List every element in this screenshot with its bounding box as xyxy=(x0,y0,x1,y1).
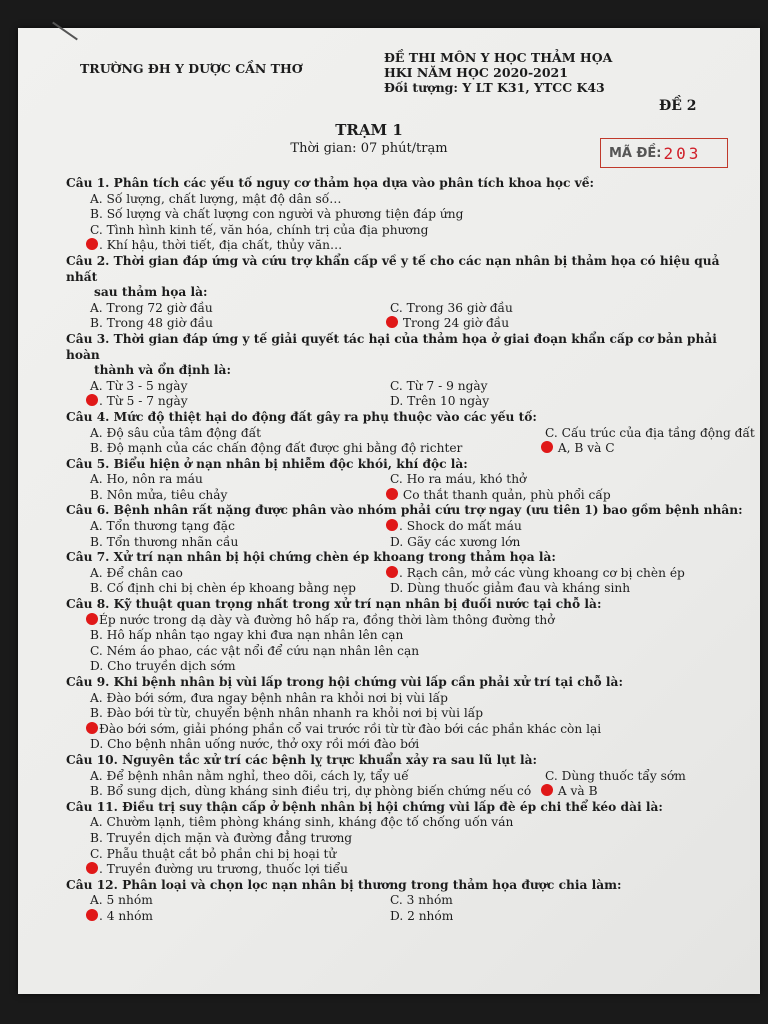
answer-option-text: C. Từ 7 - 9 ngày xyxy=(390,378,488,393)
answer-option-text: C. Cấu trúc của địa tầng động đất xyxy=(545,425,755,440)
answer-option xyxy=(90,815,746,831)
answer-options xyxy=(66,192,746,254)
red-dot-answer-mark-icon xyxy=(541,784,553,796)
answer-option xyxy=(390,394,746,410)
answer-option-marked xyxy=(545,441,755,457)
exam-code-box xyxy=(600,138,728,168)
answer-option-text: B. Trong 48 giờ đầu xyxy=(90,316,213,331)
question-text: Câu 1. Phân tích các yếu tố nguy cơ thảm họa dựa vào phân tích khoa học về: xyxy=(66,176,595,190)
red-dot-answer-mark-icon xyxy=(86,862,98,874)
answer-option xyxy=(390,379,746,395)
answer-option-text: A, B và C xyxy=(554,441,615,456)
red-dot-answer-mark-icon xyxy=(86,722,98,734)
answer-option xyxy=(90,316,390,332)
exam-code-label: MÃ ĐỀ: xyxy=(609,145,662,161)
answer-option-text: A. Đào bới sớm, đưa ngay bệnh nhân ra khỏi nơi bị vùi lấp xyxy=(90,690,448,705)
answer-option xyxy=(90,535,390,551)
answer-option-text: D. Trên 10 ngày xyxy=(390,394,490,409)
answer-option xyxy=(90,659,746,675)
exam-code-value: 203 xyxy=(663,143,702,163)
pen-mark xyxy=(52,22,78,41)
answer-option-marked xyxy=(90,909,390,925)
question-title xyxy=(66,457,746,473)
question-title xyxy=(66,800,746,816)
answer-option-text: . Từ 5 - 7 ngày xyxy=(99,394,188,409)
answer-option xyxy=(90,441,545,457)
answer-option-text: . Khí hậu, thời tiết, địa chất, thủy văn… xyxy=(99,238,343,253)
answer-option-text: . Rạch cân, mở các vùng khoang cơ bị chèn ép xyxy=(399,565,685,580)
answer-option xyxy=(90,301,390,317)
answer-option-text: B. Nôn mửa, tiêu chảy xyxy=(90,487,228,502)
answer-option-text: D. 2 nhóm xyxy=(390,908,454,923)
question-title xyxy=(66,550,746,566)
answer-option-text: A. Độ sâu của tâm động đất xyxy=(90,425,262,440)
answer-option-text: B. Hô hấp nhân tạo ngay khi đưa nạn nhân lên cạn xyxy=(90,628,404,643)
answer-options xyxy=(66,691,746,753)
answer-option xyxy=(90,691,746,707)
red-dot-answer-mark-icon xyxy=(86,394,98,406)
answer-option-text: A. Trong 72 giờ đầu xyxy=(90,300,213,315)
answer-options xyxy=(66,379,746,410)
question-text: Câu 10. Nguyên tắc xử trí các bệnh lỵ trực khuẩn xảy ra sau lũ lụt là: xyxy=(66,752,538,767)
answer-option xyxy=(90,207,746,223)
red-dot-answer-mark-icon xyxy=(386,519,398,531)
answer-option-marked xyxy=(90,238,746,254)
question xyxy=(66,800,746,878)
red-dot-answer-mark-icon xyxy=(86,238,98,250)
answer-option xyxy=(90,706,746,722)
answer-option xyxy=(90,628,746,644)
red-dot-answer-mark-icon xyxy=(386,488,398,500)
answer-option-text: B. Truyền dịch mặn và đường đẳng trương xyxy=(90,830,353,845)
answer-option xyxy=(90,566,390,582)
question xyxy=(66,409,755,457)
question-text: Câu 9. Khi bệnh nhân bị vùi lấp trong hội chứng vùi lấp cần phải xử trí tại chỗ là: xyxy=(66,675,623,689)
answer-option-text: B. Độ mạnh của các chấn động đất được ghi bằng độ richter xyxy=(90,441,463,456)
time-limit: Thời gian: 07 phút/trạm xyxy=(290,141,448,156)
question xyxy=(66,457,746,504)
answer-option-text: C. Dùng thuốc tẩy sớm xyxy=(545,768,686,783)
answer-options xyxy=(66,519,746,550)
answer-options xyxy=(66,301,746,332)
exam-number: ĐỀ 2 xyxy=(659,98,697,114)
answer-option xyxy=(90,379,390,395)
answer-option xyxy=(90,223,746,239)
answer-option-text: A. 5 nhóm xyxy=(90,893,153,908)
answer-option-text: B. Cố định chi bị chèn ép khoang bằng nẹp xyxy=(90,581,356,596)
answer-option-marked xyxy=(390,519,746,535)
question-title xyxy=(66,332,746,379)
question-text: Câu 5. Biểu hiện ở nạn nhân bị nhiễm độc khói, khí độc là: xyxy=(66,456,468,471)
answer-option-text: B. Tổn thương nhãn cầu xyxy=(90,534,239,549)
answer-option-text: C. Phẫu thuật cắt bỏ phần chi bị hoại tử xyxy=(90,846,337,861)
question xyxy=(66,254,746,332)
answer-option xyxy=(390,893,746,909)
answer-option xyxy=(545,426,755,442)
answer-option xyxy=(390,535,746,551)
answer-option-text: A. Từ 3 - 5 ngày xyxy=(90,378,188,393)
answer-option xyxy=(90,426,545,442)
answer-options xyxy=(66,613,746,675)
answer-option xyxy=(90,581,390,597)
answer-option-text: C. Trong 36 giờ đầu xyxy=(390,300,513,315)
answer-option-text: A. Để bệnh nhân nằm nghỉ, theo dõi, cách ly, tẩy uế xyxy=(90,768,409,783)
question-text: Câu 8. Kỹ thuật quan trọng nhất trong xử trí nạn nhân bị đuối nước tại chỗ là: xyxy=(66,597,602,612)
question-text-continued: thành và ổn định là: xyxy=(94,363,231,378)
question xyxy=(66,878,746,925)
answer-options xyxy=(66,425,755,457)
answer-option xyxy=(90,784,545,800)
answer-option-marked xyxy=(90,613,746,629)
answer-option-text: B. Số lượng và chất lượng con người và phương tiện đáp ứng xyxy=(90,207,464,222)
answer-option-text: C. Tình hình kinh tế, văn hóa, chính trị của địa phương xyxy=(90,222,429,237)
question-text: Câu 3. Thời gian đáp ứng y tế giải quyết tác hại của thảm họa ở giai đoạn khẩn cấp cơ bản phải hoàn xyxy=(66,331,717,362)
question-title xyxy=(66,878,746,894)
answer-option-marked xyxy=(390,488,746,504)
question xyxy=(66,503,746,550)
question xyxy=(66,550,746,597)
answer-option xyxy=(90,488,390,504)
exam-header xyxy=(384,50,612,95)
question xyxy=(66,753,746,800)
audience: Đối tượng: Y LT K31, YTCC K43 xyxy=(384,80,605,95)
answer-options xyxy=(66,472,746,503)
answer-option-text: A. Ho, nôn ra máu xyxy=(90,472,203,487)
answer-option xyxy=(545,769,746,785)
answer-options xyxy=(66,893,746,924)
answer-option xyxy=(90,192,746,208)
answer-option-text: D. Cho bệnh nhân uống nước, thở oxy rồi mới đào bới xyxy=(90,737,420,752)
answer-option-marked xyxy=(545,784,746,800)
answer-options xyxy=(66,815,746,877)
question-text: Câu 7. Xử trí nạn nhân bị hội chứng chèn ép khoang trong thảm họa là: xyxy=(66,550,556,565)
semester: HKI NĂM HỌC 2020-2021 xyxy=(384,65,568,80)
question-text: Câu 2. Thời gian đáp ứng và cứu trợ khẩn cấp về y tế cho các nạn nhân bị thảm họa có hiệu quả nhất xyxy=(66,253,720,284)
answer-option-text: A và B xyxy=(554,784,598,799)
red-dot-answer-mark-icon xyxy=(386,566,398,578)
red-dot-answer-mark-icon xyxy=(386,316,398,328)
question xyxy=(66,675,746,753)
answer-option-text: C. Ném áo phao, các vật nổi để cứu nạn nhân lên cạn xyxy=(90,643,420,658)
answer-option-marked xyxy=(90,862,746,878)
question-list xyxy=(66,176,755,925)
question-title xyxy=(66,597,746,613)
answer-option-text: C. Ho ra máu, khó thở xyxy=(390,472,527,487)
answer-option xyxy=(90,472,390,488)
answer-option-text: D. Cho truyền dịch sớm xyxy=(90,659,236,674)
answer-option-text: C. 3 nhóm xyxy=(390,893,453,908)
question-title xyxy=(66,675,746,691)
answer-option-text: Đào bới sớm, giải phóng phần cổ vai trước rồi từ từ đào bới các phần khác còn lại xyxy=(99,721,602,736)
answer-option xyxy=(90,769,545,785)
question-text-continued: sau thảm họa là: xyxy=(94,285,208,300)
answer-option xyxy=(390,472,746,488)
question-text: Câu 12. Phân loại và chọn lọc nạn nhân bị thương trong thảm họa được chia làm: xyxy=(66,877,622,892)
question-text: Câu 6. Bệnh nhân rất nặng được phân vào nhóm phải cứu trợ ngay (ưu tiên 1) bao gồm bệnh nhân: xyxy=(66,503,743,518)
answer-options xyxy=(66,566,746,597)
station-title: TRẠM 1 xyxy=(335,121,403,139)
answer-option xyxy=(90,893,390,909)
exam-title: ĐỀ THI MÔN Y HỌC THẢM HỌA xyxy=(384,50,613,65)
answer-option-marked xyxy=(390,316,746,332)
answer-option-text: Trong 24 giờ đầu xyxy=(399,316,510,331)
answer-option-marked xyxy=(90,394,390,410)
answer-option-text: A. Số lượng, chất lượng, mật độ dân số… xyxy=(90,191,342,206)
answer-option xyxy=(90,847,746,863)
question xyxy=(66,332,746,410)
answer-option-text: . Shock do mất máu xyxy=(399,519,522,534)
answer-option-text: A. Để chân cao xyxy=(90,565,183,580)
answer-option-text: A. Chườm lạnh, tiêm phòng kháng sinh, kháng độc tố chống uốn ván xyxy=(90,815,514,830)
red-dot-answer-mark-icon xyxy=(541,441,553,453)
question-title xyxy=(66,410,746,426)
answer-option xyxy=(390,581,746,597)
question-title xyxy=(66,753,746,769)
answer-option xyxy=(90,644,746,660)
answer-option xyxy=(390,909,746,925)
answer-options xyxy=(66,769,746,800)
answer-option-text: Ép nước trong dạ dày và đường hô hấp ra, đồng thời làm thông đường thở xyxy=(99,612,555,627)
answer-option-text: A. Tổn thương tạng đặc xyxy=(90,519,235,534)
question-title xyxy=(66,254,746,301)
question-text: Câu 4. Mức độ thiệt hại do động đất gây ra phụ thuộc vào các yếu tố: xyxy=(66,409,537,424)
answer-option-marked xyxy=(90,722,746,738)
answer-option xyxy=(90,831,746,847)
question xyxy=(66,597,746,675)
answer-option-text: B. Đào bới từ từ, chuyển bệnh nhân nhanh ra khỏi nơi bị vùi lấp xyxy=(90,706,484,721)
red-dot-answer-mark-icon xyxy=(86,613,98,625)
answer-option xyxy=(390,301,746,317)
question-title xyxy=(66,176,746,192)
answer-option-text: D. Dùng thuốc giảm đau và kháng sinh xyxy=(390,581,631,596)
school-name: TRƯỜNG ĐH Y DƯỢC CẦN THƠ xyxy=(80,61,303,76)
answer-option-text: B. Bổ sung dịch, dùng kháng sinh điều trị, dự phòng biến chứng nếu có xyxy=(90,784,532,799)
answer-option-text: D. Gãy các xương lớn xyxy=(390,534,521,549)
answer-option-marked xyxy=(390,566,746,582)
exam-paper xyxy=(18,28,760,994)
question-text: Câu 11. Điều trị suy thận cấp ở bệnh nhân bị hội chứng vùi lấp đè ép chi thể kéo dài là: xyxy=(66,799,663,814)
answer-option xyxy=(90,519,390,535)
answer-option-text: . 4 nhóm xyxy=(99,908,153,923)
answer-option-text: . Truyền đường ưu trương, thuốc lợi tiểu xyxy=(99,862,348,877)
red-dot-answer-mark-icon xyxy=(86,909,98,921)
answer-option-text: Co thắt thanh quản, phù phổi cấp xyxy=(399,487,611,502)
answer-option xyxy=(90,737,746,753)
question-title xyxy=(66,503,746,519)
question xyxy=(66,176,746,254)
